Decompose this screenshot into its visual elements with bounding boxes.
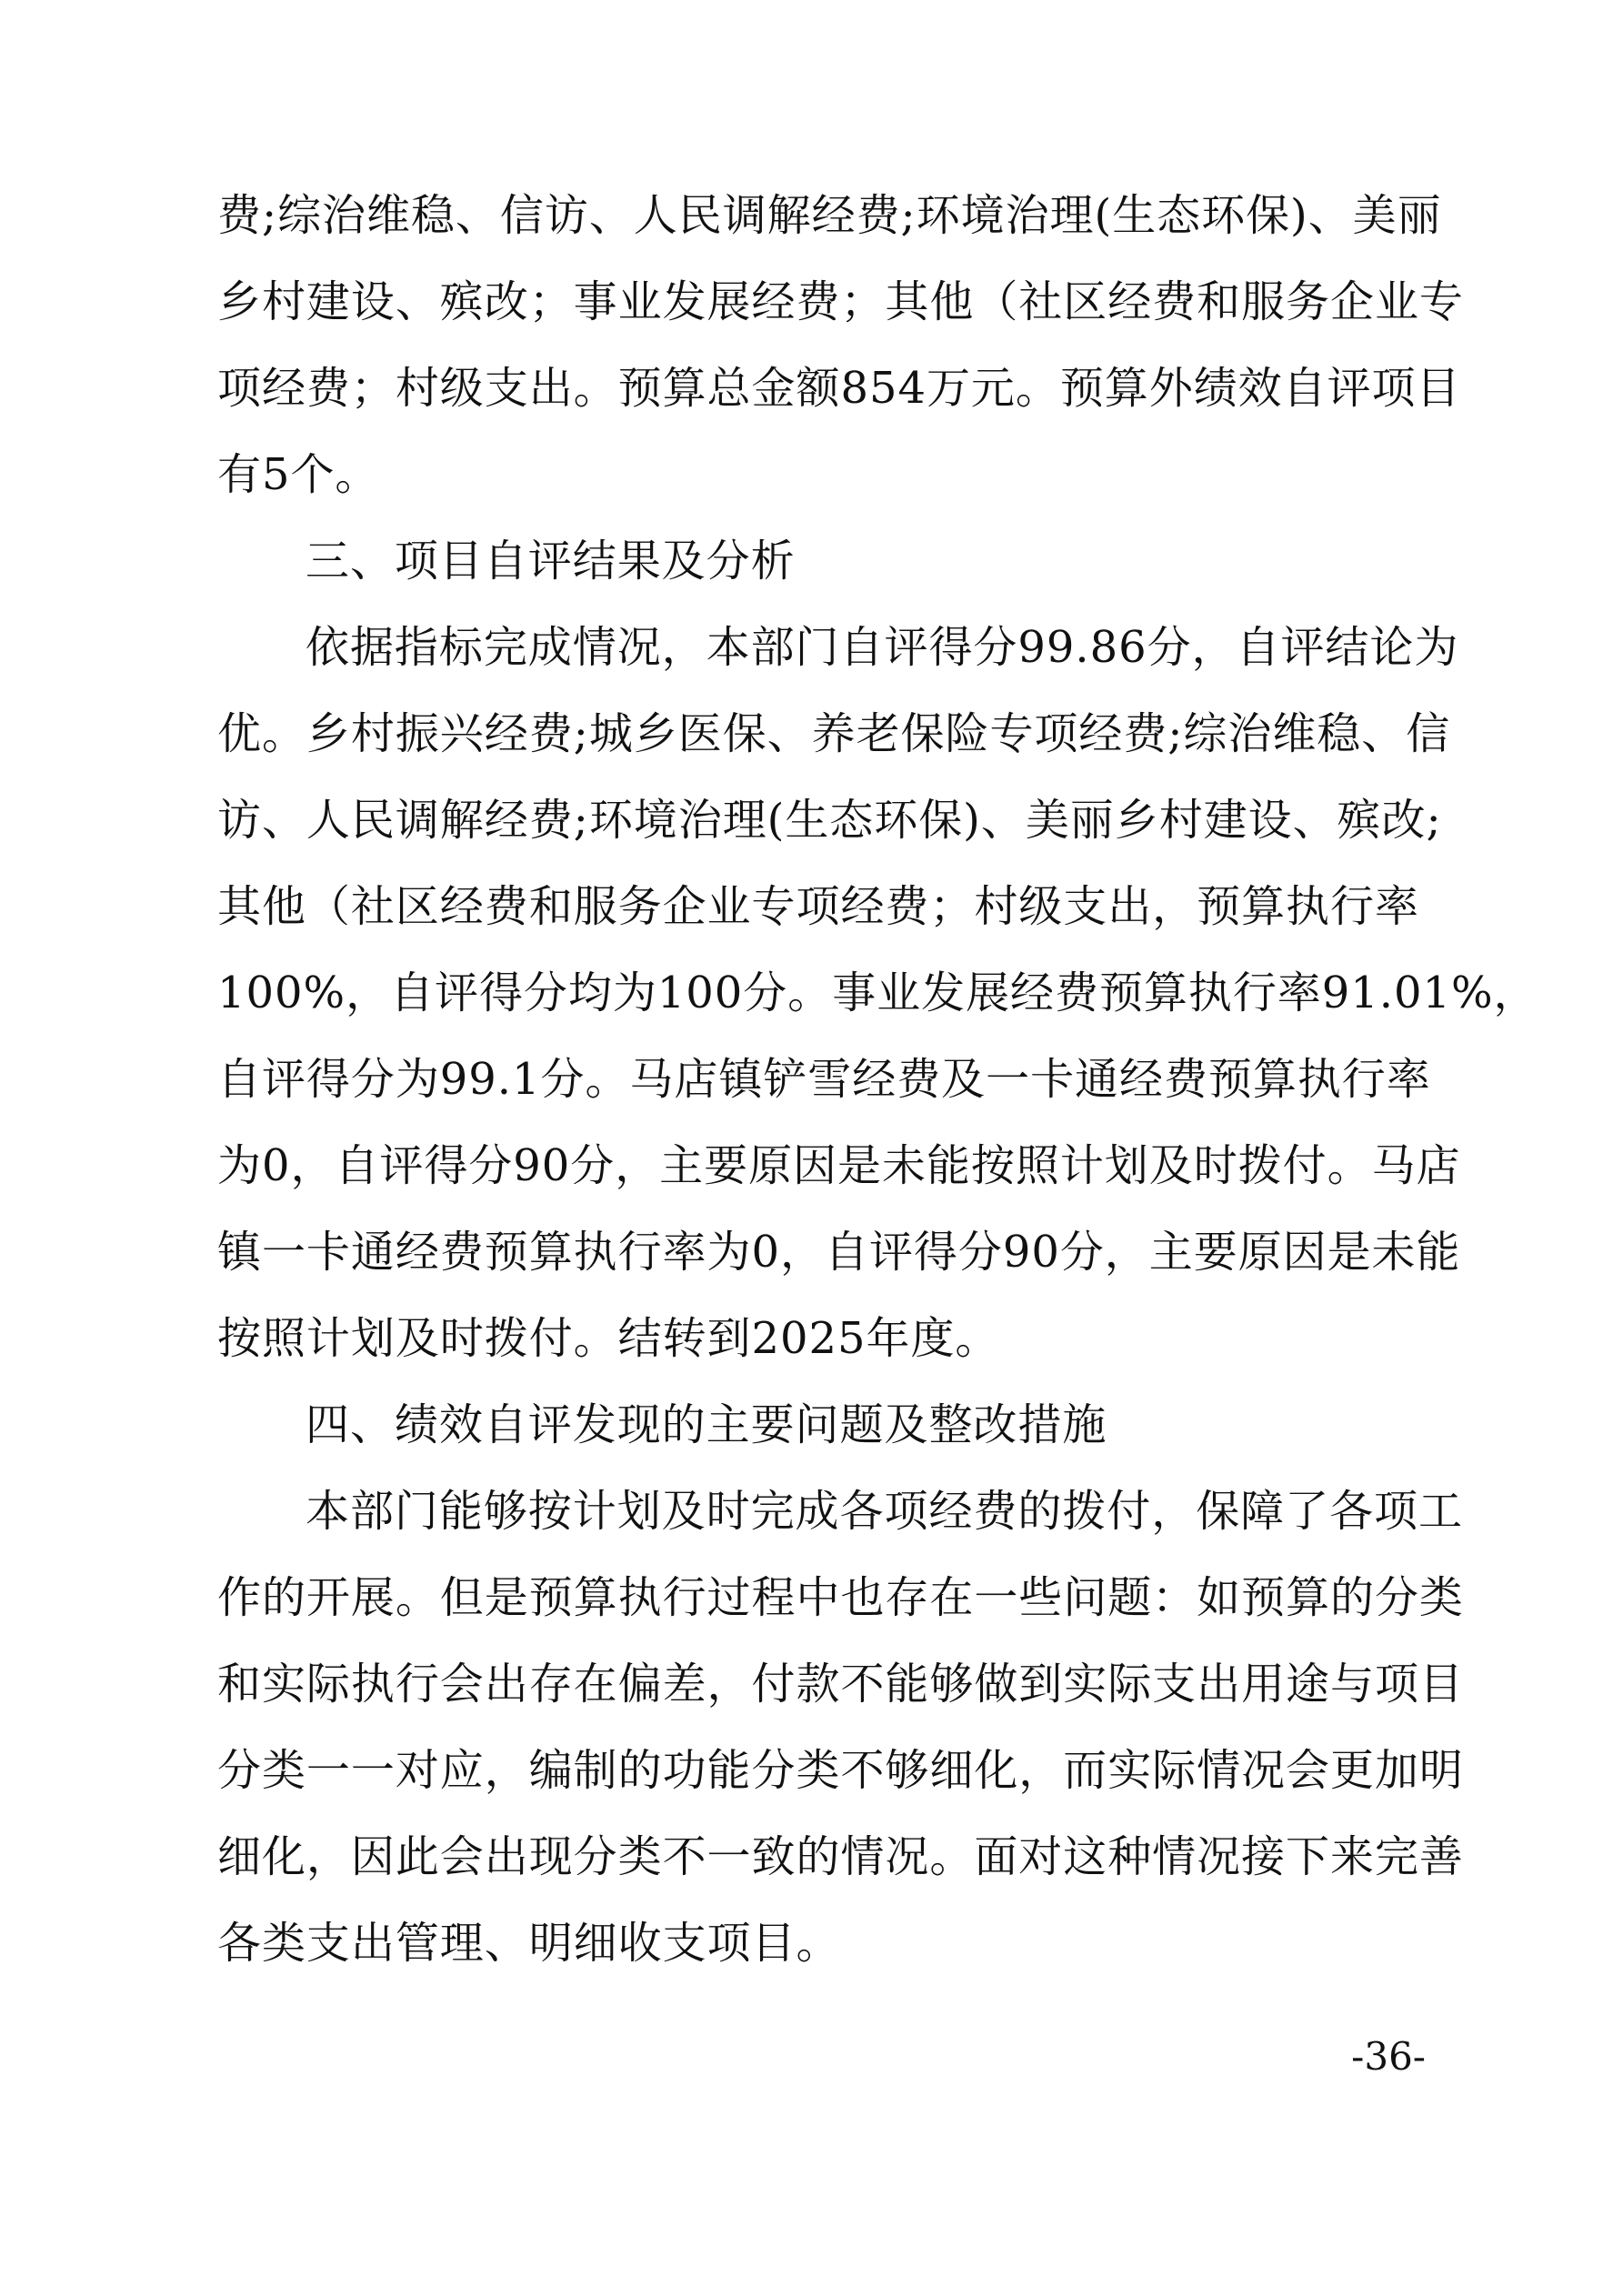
text-line-12: 为0，自评得分90分，主要原因是未能按照计划及时拨付。马店 <box>217 1140 1461 1191</box>
section-heading-4: 四、绩效自评发现的主要问题及整改措施 <box>306 1399 1107 1450</box>
text-line-2: 乡村建设、殡改；事业发展经费；其他（社区经费和服务企业专 <box>217 276 1464 327</box>
text-line-6: 依据指标完成情况，本部门自评得分99.86分，自评结论为 <box>306 622 1459 673</box>
text-line-16: 本部门能够按计划及时完成各项经费的拨付，保障了各项工 <box>306 1486 1463 1537</box>
page-number: -36- <box>1351 2034 1426 2079</box>
text-line-18: 和实际执行会出存在偏差，付款不能够做到实际支出用途与项目 <box>217 1659 1464 1709</box>
text-line-7: 优。乡村振兴经费;城乡医保、养老保险专项经费;综治维稳、信 <box>217 708 1451 759</box>
text-line-1: 费;综治维稳、信访、人民调解经费;环境治理(生态环保)、美丽 <box>217 190 1442 241</box>
text-line-21: 各类支出管理、明细收支项目。 <box>217 1918 841 1969</box>
text-line-14: 按照计划及时拨付。结转到2025年度。 <box>217 1313 1000 1364</box>
text-line-11: 自评得分为99.1分。马店镇铲雪经费及一卡通经费预算执行率 <box>217 1054 1431 1105</box>
text-line-9: 其他（社区经费和服务企业专项经费；村级支出，预算执行率 <box>217 881 1419 932</box>
text-line-20: 细化，因此会出现分类不一致的情况。面对这种情况接下来完善 <box>217 1831 1464 1882</box>
section-heading-3: 三、项目自评结果及分析 <box>306 536 796 587</box>
text-line-4: 有5个。 <box>217 449 380 500</box>
text-line-13: 镇一卡通经费预算执行率为0，自评得分90分，主要原因是未能 <box>217 1227 1461 1278</box>
text-line-3: 项经费；村级支出。预算总金额854万元。预算外绩效自评项目 <box>217 363 1461 414</box>
text-line-17: 作的开展。但是预算执行过程中也存在一些问题：如预算的分类 <box>217 1572 1464 1623</box>
text-line-10: 100%，自评得分均为100分。事业发展经费预算执行率91.01%， <box>217 968 1538 1018</box>
text-line-19: 分类一一对应，编制的功能分类不够细化，而实际情况会更加明 <box>217 1745 1464 1796</box>
text-line-8: 访、人民调解经费;环境治理(生态环保)、美丽乡村建设、殡改; <box>217 795 1442 846</box>
